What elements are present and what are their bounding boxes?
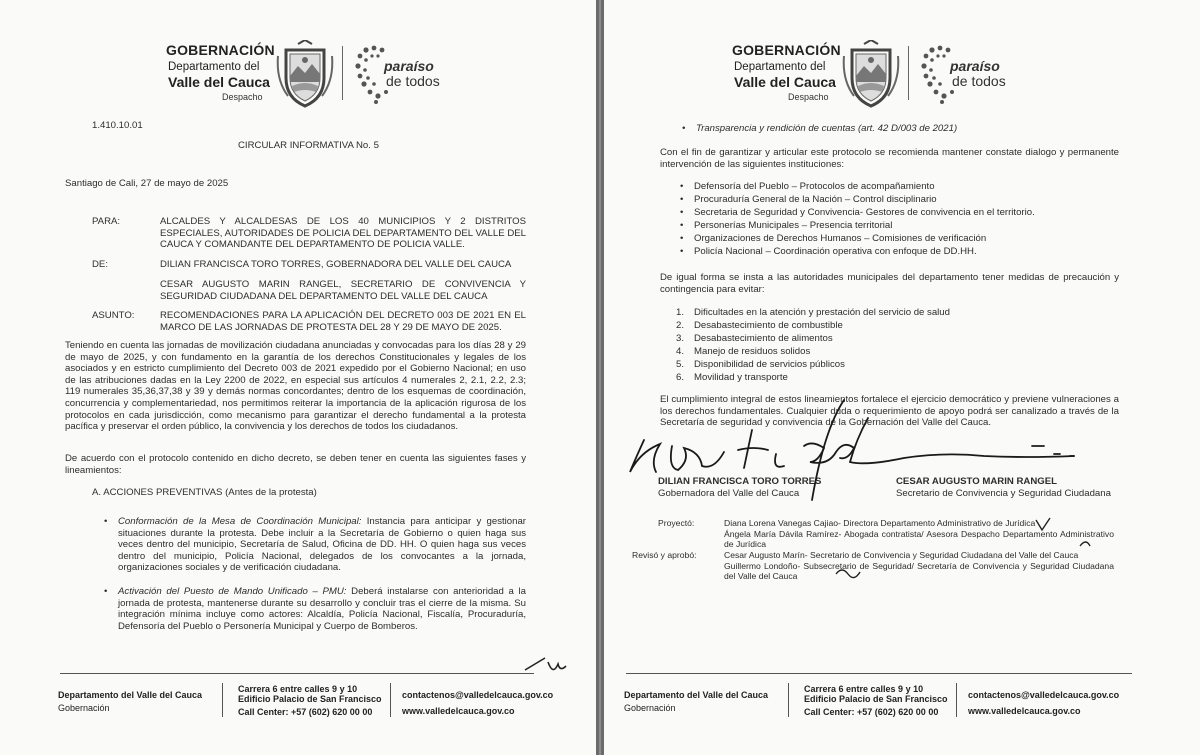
list-item: • Procuraduría General de la Nación – Control disciplinario: [694, 193, 1114, 206]
letterhead-department: Valle del Cauca: [734, 74, 836, 90]
reviso-author-2: Guillermo Londoño- Subsecretario de Seguridad/ Secretaría de Convivencia y Seguridad Ciudadana del Valle del Cauca: [724, 561, 1114, 582]
slogan-line-1: paraíso: [384, 58, 434, 74]
footer-email[interactable]: contactenos@valledelcauca.gov.co: [402, 690, 554, 700]
signer-1-role: Gobernadora del Valle del Cauca: [658, 488, 800, 499]
footer-divider: [788, 683, 789, 717]
footer-divider: [222, 683, 223, 717]
letterhead-divider: [342, 46, 343, 100]
footer-address-1: Carrera 6 entre calles 9 y 10: [804, 684, 924, 694]
letterhead-divider: [908, 46, 909, 100]
document-date: Santiago de Cali, 27 de mayo de 2025: [65, 178, 229, 189]
footer-department: Departamento del Valle del Cauca: [624, 690, 769, 700]
de-sender-2: CESAR AUGUSTO MARIN RANGEL, SECRETARIO DE CONVIVENCIA Y SEGURIDAD CIUDADANA DEL DEPARTAMENTO DEL VALLE DEL CAUCA: [160, 279, 526, 302]
list-item: • Secretaria de Seguridad y Convivencia- Gestores de convivencia en el territorio.: [694, 206, 1114, 219]
risks-intro: De igual forma se insta a las autoridades municipales del departamento tener medidas de precaución y contingencia para evitar:: [660, 272, 1119, 295]
preventive-actions-list: [118, 516, 526, 632]
list-item: • Personerías Municipales – Presencia territorial: [694, 219, 1114, 232]
footer-department: Departamento del Valle del Cauca: [58, 690, 203, 700]
list-item: 1. Dificultades en la atención y prestación del servicio de salud: [676, 307, 950, 318]
letterhead-department: Valle del Cauca: [168, 74, 270, 90]
reviso-label: Revisó y aprobó:: [632, 550, 697, 560]
list-item: 6. Movilidad y transporte: [676, 372, 788, 383]
bullet-text: Deberá instalarse con anterioridad a la jornada de protesta, mantenerse durante su desarrollo y concluir tras el cierre de la misma. Su integración mínima incluye como actores: Alcaldía, Policía Nacional, Fiscalía, Procuraduría, Defensoría del Pueblo o Personería Municipal y Cuerpo de Bomberos.: [118, 585, 526, 632]
slogan-line-1: paraíso: [950, 58, 1000, 74]
footer-rule: [60, 673, 534, 674]
footer-address-2: Edificio Palacio de San Francisco: [238, 694, 382, 704]
slogan-line-2: de todos: [386, 73, 440, 89]
risks-list: [676, 306, 1114, 384]
footer-website[interactable]: www.valledelcauca.gov.co: [402, 706, 515, 716]
list-item: • Organizaciones de Derechos Humanos – Comisiones de verificación: [694, 232, 1114, 245]
coat-of-arms-icon: [842, 40, 900, 108]
list-item: 4. Manejo de residuos solidos: [676, 346, 811, 357]
de-label: DE:: [92, 259, 108, 270]
para-label: PARA:: [92, 216, 121, 227]
coat-of-arms-icon: [276, 40, 334, 108]
institutions-list: [694, 180, 1114, 258]
document-code: 1.410.10.01: [92, 120, 143, 131]
bullet-title: Conformación de la Mesa de Coordinación Municipal:: [118, 516, 362, 527]
footer-email[interactable]: contactenos@valledelcauca.gov.co: [968, 690, 1120, 700]
signer-2-name: CESAR AUGUSTO MARIN RANGEL: [896, 476, 1057, 487]
footer-phone: Call Center: +57 (602) 620 00 00: [238, 707, 373, 717]
institutions-intro: Con el fin de garantizar y articular este protocolo se recomienda mantener constate dialogo y permanente intervención de las siguientes instituciones:: [660, 147, 1119, 170]
list-item: 5. Disponibilidad de servicios públicos: [676, 359, 845, 370]
footer-gobernacion: Gobernación: [624, 703, 676, 713]
proyecto-author-1: Diana Lorena Vanegas Cajiao- Directora Departamento Administrativo de Jurídica: [724, 518, 1036, 528]
page-divider: [596, 0, 604, 755]
footer-divider: [956, 683, 957, 717]
letterhead-title: GOBERNACIÓN: [732, 42, 841, 58]
list-item: [118, 516, 526, 574]
body-paragraph-2: De acuerdo con el protocolo contenido en dicho decreto, se deben tener en cuenta las siguientes fases y lineamientos:: [65, 453, 526, 476]
slogan-line-2: de todos: [952, 73, 1006, 89]
proyecto-label: Proyectó:: [658, 518, 695, 528]
footer-address-2: Edificio Palacio de San Francisco: [804, 694, 948, 704]
letterhead: [732, 40, 1032, 108]
bullet-text: Instancia para anticipar y gestionar situaciones durante la protesta. Debe incluir a la Secretaría de Gobierno o quien haga sus veces dentro del municipio, Secretaría de Salud, Oficina de DD. HH. O quien haga sus veces dentro del municipio, Policía Nacional, delegados de los convocantes a la jornada, organizaciones sociales y de verificación ciudadana.: [118, 516, 526, 574]
list-item: • Defensoría del Pueblo – Protocolos de acompañamiento: [694, 180, 1114, 193]
document-title: CIRCULAR INFORMATIVA No. 5: [238, 140, 379, 151]
letterhead-subtitle: Departamento del: [168, 61, 260, 73]
bullet-title: Activación del Puesto de Mando Unificado – PMU:: [118, 585, 347, 597]
footer-divider: [390, 683, 391, 717]
para-recipients: ALCALDES Y ALCALDESAS DE LOS 40 MUNICIPIOS Y 2 DISTRITOS ESPECIALES, AUTORIDADES DE POLICIA DEL DEPARTAMENTO DEL VALLE DEL CAUCA Y COMANDANTE DEL DEPARTAMENTO DE POLICIA VALLE.: [160, 216, 526, 251]
document-page-2: [604, 0, 1200, 755]
carryover-list: [696, 122, 1116, 135]
letterhead-title: GOBERNACIÓN: [166, 42, 275, 58]
letterhead-subtitle: Departamento del: [734, 61, 826, 73]
list-item: [118, 586, 526, 632]
asunto-label: ASUNTO:: [92, 310, 135, 321]
list-item: • Transparencia y rendición de cuentas (art. 42 D/003 de 2021): [696, 122, 1116, 135]
footer-rule: [626, 673, 1132, 674]
closing-paragraph: El cumplimiento integral de estos lineamientos fortalece el ejercicio democrático y previene vulneraciones a los derechos fundamentales. Cualquier duda o requerimiento de apoyo podrá ser canalizado a través de la Secretaría de seguridad y convivencia de la Gobernación del Valle del Cauca.: [660, 394, 1119, 429]
asunto-subject: RECOMENDACIONES PARA LA APLICACIÓN DEL DECRETO 003 DE 2021 EN EL MARCO DE LAS JORNADAS DE PROTESTA DEL 28 Y 29 DE MAYO DE 2025.: [160, 310, 526, 333]
body-paragraph-1: Teniendo en cuenta las jornadas de movilización ciudadana anunciadas y convocadas para los días 28 y 29 de mayo de 2025, y con fundamento en la garantía de los derechos Constitucionales y legales de los asociados y en estricto cumplimiento del Decreto 003 de 2021 expedido por el Gobierno Nacional; en uso de las atribuciones dadas en la Ley 2200 de 2022, en especial sus artículos 4 numerales 2, 2.1, 2.2, 2.3; 119 numerales 35,36,37,38 y 39 y demás normas concordantes; dentro de los esquemas de coordinación, concurrencia y complementariedad, nos permitimos reiterar la importancia de la aplicación rigurosa de los protocolos en cada jurisdicción, como mecanismo para garantizar el derecho fundamental a la protesta pacífica y preservar el orden público, la convivencia y los derechos de todos los ciudadanos.: [65, 340, 526, 433]
footer-gobernacion: Gobernación: [58, 703, 110, 713]
list-item: 2. Desabastecimiento de combustible: [676, 320, 843, 331]
signer-2-role: Secretario de Convivencia y Seguridad Ciudadana: [896, 488, 1111, 499]
list-item: 3. Desabastecimiento de alimentos: [676, 333, 833, 344]
footer-phone: Call Center: +57 (602) 620 00 00: [804, 707, 939, 717]
de-sender-1: DILIAN FRANCISCA TORO TORRES, GOBERNADORA DEL VALLE DEL CAUCA: [160, 259, 512, 270]
footer-address-1: Carrera 6 entre calles 9 y 10: [238, 684, 358, 694]
list-item: • Policía Nacional – Coordinación operativa con enfoque de DD.HH.: [694, 245, 1114, 258]
document-page-1: [0, 0, 596, 755]
letterhead-office: Despacho: [222, 92, 263, 102]
letterhead: [166, 40, 466, 108]
signer-1-name: DILIAN FRANCISCA TORO TORRES: [658, 476, 822, 487]
proyecto-author-2: Ángela María Dávila Ramírez- Abogada contratista/ Asesora Despacho Departamento Administrativo de Jurídica: [724, 529, 1114, 550]
reviso-author-1: Cesar Augusto Marín- Secretario de Convivencia y Seguridad Ciudadana del Valle del Cauca: [724, 550, 1079, 560]
footer-website[interactable]: www.valledelcauca.gov.co: [968, 706, 1081, 716]
section-a-heading: A. ACCIONES PREVENTIVAS (Antes de la protesta): [92, 487, 317, 498]
letterhead-office: Despacho: [788, 92, 829, 102]
